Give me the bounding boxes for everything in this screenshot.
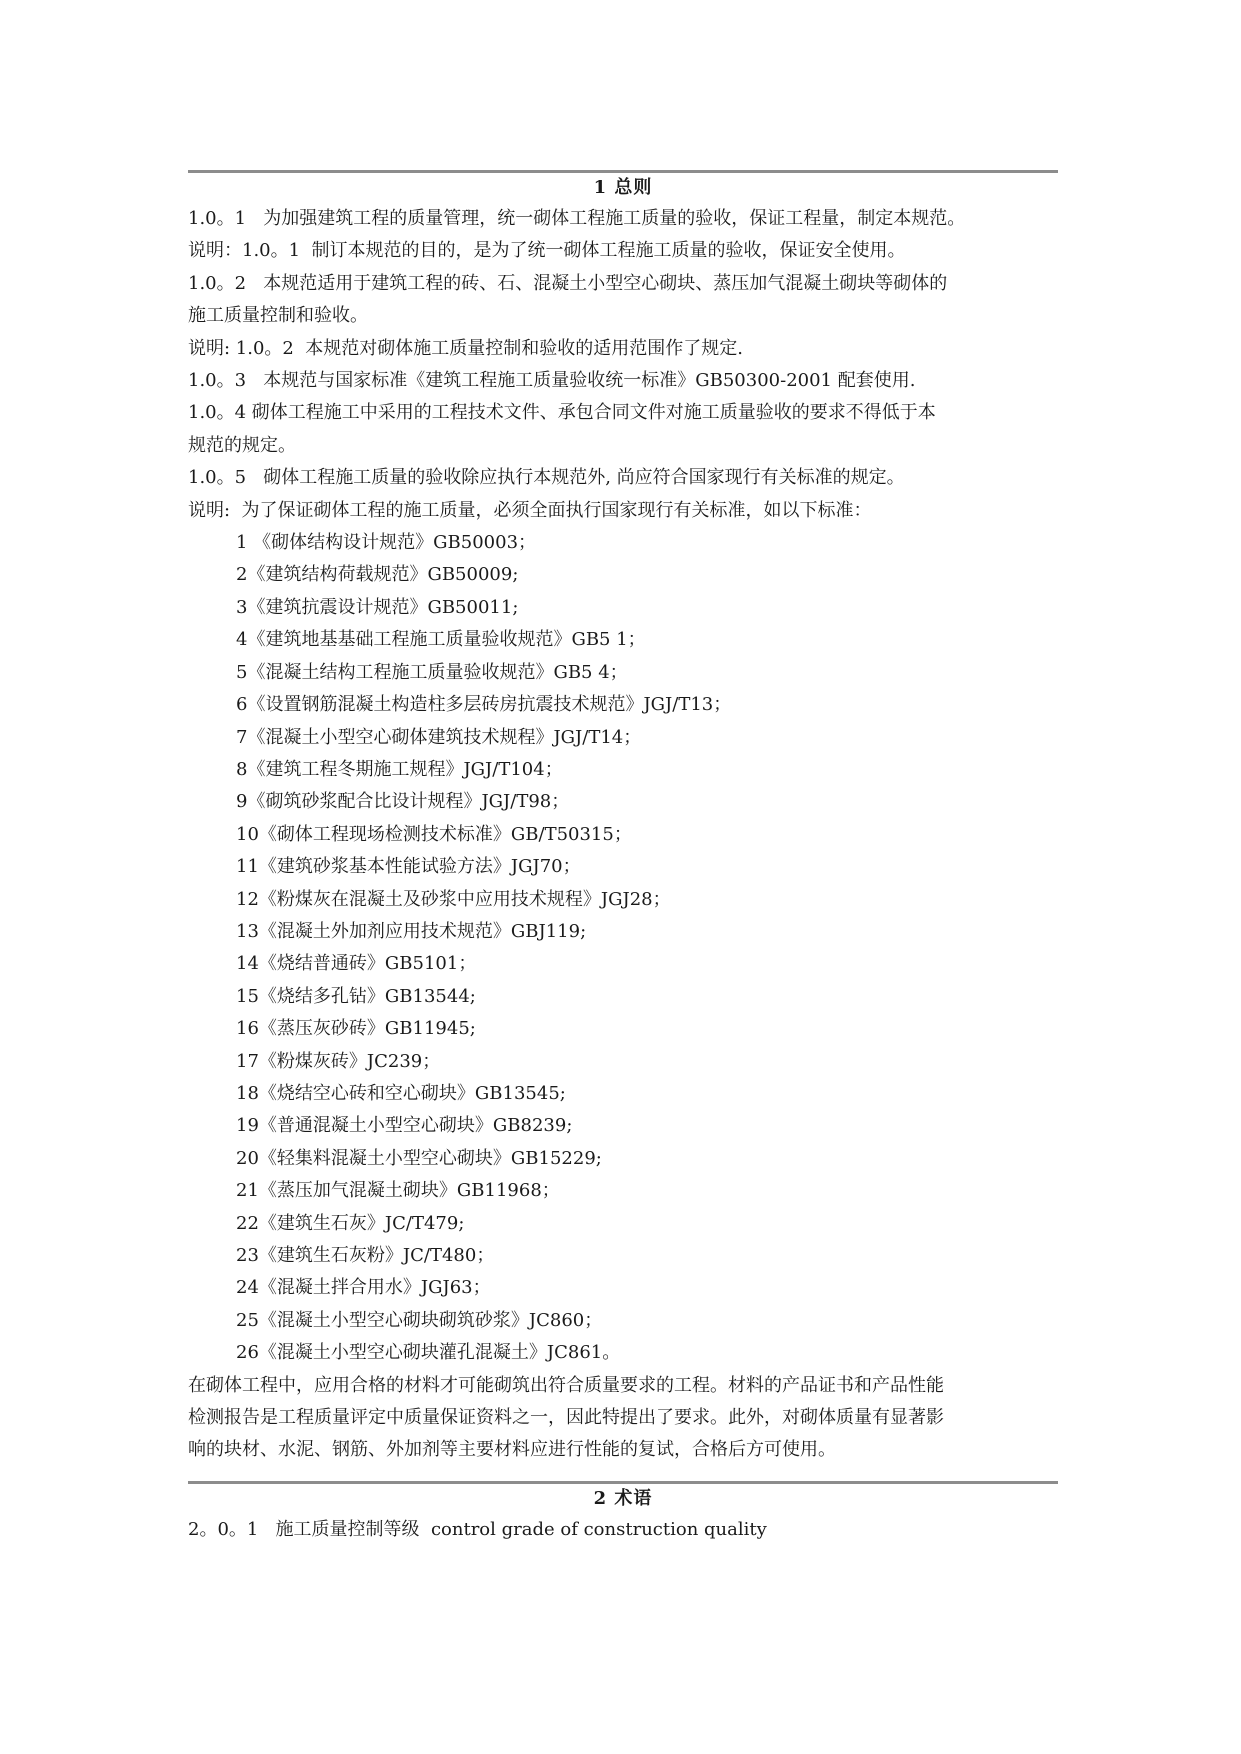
- note-1-0-2: 说明: 1.0。2 本规范对砌体施工质量控制和验收的适用范围作了规定.: [188, 337, 744, 359]
- list-item: 16《蒸压灰砂砖》GB11945;: [236, 1018, 476, 1040]
- clause-1-0-4-line-2: 规范的规定。: [188, 434, 296, 456]
- reference-list: [188, 527, 1058, 1370]
- list-item: 20《轻集料混凝土小型空心砌块》GB15229;: [236, 1147, 602, 1169]
- list-item: 24《混凝土拌合用水》JGJ63；: [236, 1277, 491, 1299]
- list-item: 3《建筑抗震设计规范》GB50011;: [236, 596, 519, 618]
- list-item: 22《建筑生石灰》JC/T479;: [236, 1212, 465, 1234]
- closing-paragraph-line-2: 检测报告是工程质量评定中质量保证资料之一，因此特提出了要求。此外，对砌体质量有显著影: [188, 1407, 944, 1429]
- list-item: 19《普通混凝土小型空心砌块》GB8239;: [236, 1115, 573, 1137]
- list-item: 23《建筑生石灰粉》JC/T480；: [236, 1245, 495, 1266]
- list-item: 6《设置钢筋混凝土构造柱多层砖房抗震技术规范》JGJ/T13；: [236, 694, 732, 716]
- list-item: 26《混凝土小型空心砌块灌孔混凝土》JC861。: [236, 1342, 621, 1364]
- list-item: 10《砌体工程现场检测技术标准》GB/T50315；: [236, 823, 632, 845]
- closing-paragraph-line-1: 在砌体工程中，应用合格的材料才可能砌筑出符合质量要求的工程。材料的产品证书和产品性能: [188, 1374, 944, 1396]
- list-item: 25《混凝土小型空心砌块砌筑砂浆》JC860；: [236, 1309, 603, 1331]
- list-item: 4《建筑地基基础工程施工质量验收规范》GB5 1；: [236, 629, 646, 651]
- list-item: 14《烧结普通砖》GB5101；: [236, 953, 477, 975]
- closing-paragraph-line-3: 响的块材、水泥、钢筋、外加剂等主要材料应进行性能的复试，合格后方可使用。: [188, 1439, 836, 1461]
- list-item: 7《混凝土小型空心砌体建筑技术规程》JGJ/T14；: [236, 726, 642, 748]
- clause-1-0-4-line-1: 1.0。4 砌体工程施工中采用的工程技术文件、承包合同文件对施工质量验收的要求不得低于本: [188, 402, 936, 424]
- note-1-0-5: 说明: 为了保证砌体工程的施工质量，必须全面执行国家现行有关标准，如以下标准：: [188, 499, 872, 521]
- list-item: 13《混凝土外加剂应用技术规范》GBJ119;: [236, 920, 587, 942]
- clause-1-0-1: 1.0。1 为加强建筑工程的质量管理，统一砌体工程施工质量的验收，保证工程量，制定本规范。: [188, 208, 966, 229]
- list-item: 2《建筑结构荷载规范》GB50009;: [236, 564, 519, 586]
- document-page: [188, 170, 1058, 1546]
- list-item: 9《砌筑砂浆配合比设计规程》JGJ/T98；: [236, 791, 570, 813]
- clause-1-0-2-line-2: 施工质量控制和验收。: [188, 305, 368, 327]
- list-item: 18《烧结空心砖和空心砌块》GB13545;: [236, 1082, 566, 1104]
- list-item: 11《建筑砂浆基本性能试验方法》JGJ70；: [236, 856, 581, 878]
- section-2-heading: 2 术语: [593, 1487, 653, 1509]
- list-item: 8《建筑工程冬期施工规程》JGJ/T104；: [236, 758, 563, 780]
- note-1-0-1: 说明：1.0。1 制订本规范的目的，是为了统一砌体工程施工质量的验收，保证安全使用。: [188, 240, 906, 262]
- clause-1-0-3: 1.0。3 本规范与国家标准《建筑工程施工质量验收统一标准》GB50300-2001 配套使用.: [188, 370, 916, 392]
- list-item: 1 《砌体结构设计规范》GB50003；: [236, 532, 537, 554]
- list-item: 17《粉煤灰砖》JC239；: [236, 1050, 441, 1072]
- clause-1-0-5: 1.0。5 砌体工程施工质量的验收除应执行本规范外, 尚应符合国家现行有关标准的规定。: [188, 467, 905, 489]
- clause-1-0-2-line-1: 1.0。2 本规范适用于建筑工程的砖、石、混凝土小型空心砌块、蒸压加气混凝土砌块等砌体的: [188, 272, 948, 294]
- section-1-heading: 1 总则: [593, 177, 653, 198]
- list-item: 21《蒸压加气混凝土砌块》GB11968；: [236, 1180, 560, 1202]
- list-item: 15《烧结多孔钻》GB13544;: [236, 985, 476, 1007]
- list-item: 5《混凝土结构工程施工质量验收规范》GB5 4；: [236, 661, 628, 683]
- clause-2-0-1: 2。0。1 施工质量控制等级 control grade of construction quality: [188, 1518, 767, 1540]
- list-item: 12《粉煤灰在混凝土及砂浆中应用技术规程》JGJ28；: [236, 888, 671, 910]
